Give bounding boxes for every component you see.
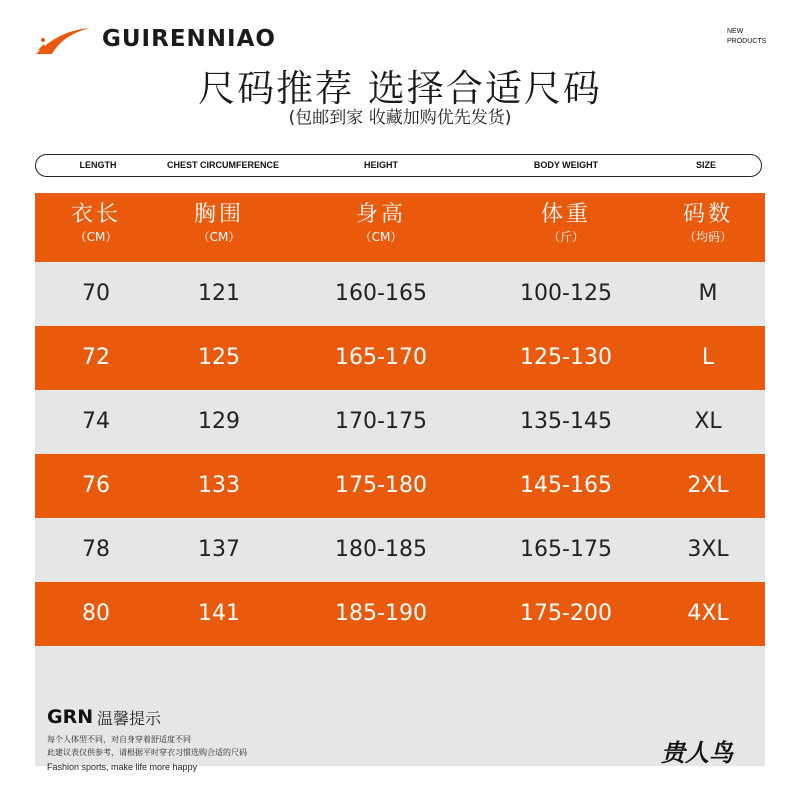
table-cell: 100-125 xyxy=(520,281,612,306)
table-row xyxy=(35,582,765,646)
table-cell: 125-130 xyxy=(520,345,612,370)
table-row xyxy=(35,326,765,390)
table-cell: 137 xyxy=(198,537,240,562)
table-cell: 72 xyxy=(82,345,110,370)
table-cell: 74 xyxy=(82,409,110,434)
table-cell: 80 xyxy=(82,601,110,626)
table-cell: 175-180 xyxy=(335,473,427,498)
header-length: LENGTH xyxy=(79,160,117,170)
column-length: 衣长 （CM） xyxy=(70,202,121,244)
table-cell: 160-165 xyxy=(335,281,427,306)
footer-slogan: Fashion sports, make life more happy xyxy=(47,762,198,772)
table-cell: XL xyxy=(694,409,722,434)
table-cell: 3XL xyxy=(687,537,729,562)
table-row xyxy=(35,262,765,326)
table-cell: 129 xyxy=(198,409,240,434)
footer-note-2: 此建议表仅供参考，请根据平时穿衣习惯选购合适的尺码 xyxy=(47,748,247,757)
column-chest: 胸围 （CM） xyxy=(193,202,244,244)
page-title: 尺码推荐 选择合适尺码 xyxy=(198,67,602,110)
header-height: HEIGHT xyxy=(363,160,398,170)
table-cell: 78 xyxy=(82,537,110,562)
footer-grn-logo: GRN xyxy=(47,706,94,728)
page-subtitle: (包邮到家 收藏加购优先发货) xyxy=(288,108,512,128)
table-cell: 170-175 xyxy=(335,409,427,434)
table-cell: 185-190 xyxy=(335,601,427,626)
table-row xyxy=(35,454,765,518)
column-weight: 体重 （斤） xyxy=(540,202,591,244)
footer-note-1: 每个人体型不同，对自身穿着舒适度不同 xyxy=(47,735,191,744)
table-cell: 165-175 xyxy=(520,537,612,562)
header-size: SIZE xyxy=(695,160,716,170)
table-row xyxy=(35,390,765,454)
header-chest: CHEST CIRCUMFERENCE xyxy=(166,160,279,170)
table-cell: 141 xyxy=(198,601,240,626)
column-height: 身高 （CM） xyxy=(355,202,406,244)
size-table xyxy=(35,193,765,766)
brand-logo-icon xyxy=(34,24,92,56)
table-cell: 70 xyxy=(82,281,110,306)
table-cell: 121 xyxy=(198,281,240,306)
table-cell: 165-170 xyxy=(335,345,427,370)
table-cell: 135-145 xyxy=(520,409,612,434)
footer-tip-title: 温馨提示 xyxy=(97,709,162,728)
table-cell: 4XL xyxy=(687,601,729,626)
table-cell: 145-165 xyxy=(520,473,612,498)
table-cell: 2XL xyxy=(687,473,729,498)
table-cell: M xyxy=(698,281,718,306)
table-cell: L xyxy=(701,345,715,370)
brand-name: GUIRENNIAO xyxy=(102,26,276,52)
footer-brand-cn: 贵人鸟 xyxy=(661,739,733,767)
table-cell: 125 xyxy=(198,345,240,370)
new-products-label: NEW PRODUCTS xyxy=(727,28,767,45)
table-cell: 76 xyxy=(82,473,110,498)
column-size: 码数 （均码） xyxy=(682,202,733,244)
table-row xyxy=(35,518,765,582)
header-body-weight: BODY WEIGHT xyxy=(533,160,599,170)
table-cell: 133 xyxy=(198,473,240,498)
table-cell: 175-200 xyxy=(520,601,612,626)
table-header-row xyxy=(35,193,765,262)
table-cell: 180-185 xyxy=(335,537,427,562)
english-header-bar xyxy=(35,154,762,177)
